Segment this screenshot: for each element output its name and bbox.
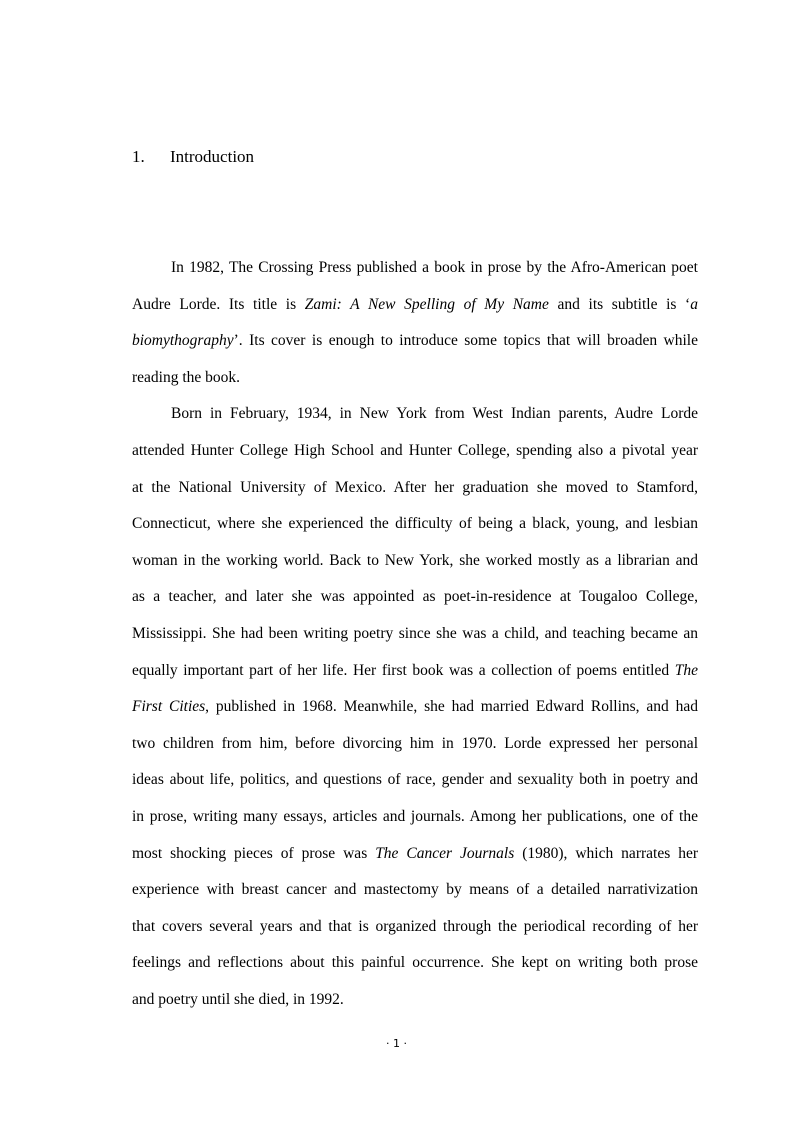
paragraph-line: ideas about life, politics, and questions of race, gender and sexuality both in poetry and [132, 771, 698, 788]
section-title: Introduction [170, 147, 255, 166]
paragraph-line: In 1982, The Crossing Press published a book in prose by the Afro-American poet [171, 259, 698, 276]
paragraph-line: that covers several years and that is organized through the periodical recording of her [132, 918, 698, 935]
paragraph-line: in prose, writing many essays, articles and journals. Among her publications, one of the [132, 808, 698, 825]
paragraph-line: Born in February, 1934, in New York from West Indian parents, Audre Lorde [171, 405, 698, 422]
paragraph-line: at the National University of Mexico. After her graduation she moved to Stamford, [132, 479, 698, 496]
book-title-zami: Zami: A New Spelling of My Name [304, 296, 549, 313]
paragraph-line: woman in the working world. Back to New York, she worked mostly as a librarian and [132, 552, 698, 569]
paragraph-line: attended Hunter College High School and Hunter College, spending also a pivotal year [132, 442, 698, 459]
paragraph-line: feelings and reflections about this painful occurrence. She kept on writing both prose [132, 954, 698, 971]
paragraph-line: experience with breast cancer and mastectomy by means of a detailed narrativization [132, 881, 698, 898]
page-number: · 1 · [386, 1037, 407, 1050]
paragraph-line: Mississippi. She had been writing poetry since she was a child, and teaching became an [132, 625, 698, 642]
paragraph-line: reading the book. [132, 369, 241, 386]
section-number: 1. [132, 147, 145, 166]
section-heading [132, 146, 254, 168]
paragraph-line: two children from him, before divorcing him in 1970. Lorde expressed her personal [132, 735, 698, 752]
paragraph-line: biomythography’. Its cover is enough to introduce some topics that will broaden while [132, 332, 698, 349]
book-title-cancer-journals: The Cancer Journals [375, 845, 515, 862]
paragraph-line: Audre Lorde. Its title is Zami: A New Spelling of My Name and its subtitle is ‘a [132, 296, 698, 313]
paragraph-line: as a teacher, and later she was appointed as poet-in-residence at Tougaloo College, [132, 588, 698, 605]
book-subtitle: biomythography [132, 332, 234, 349]
paragraph-line: and poetry until she died, in 1992. [132, 991, 344, 1008]
book-title-first-cities: First Cities [132, 698, 206, 715]
paragraph-line: equally important part of her life. Her first book was a collection of poems entitled The [132, 662, 698, 679]
paragraph-line: First Cities, published in 1968. Meanwhile, she had married Edward Rollins, and had [132, 698, 698, 715]
paragraph-line: most shocking pieces of prose was The Cancer Journals (1980), which narrates her [132, 845, 698, 862]
paragraph-line: Connecticut, where she experienced the difficulty of being a black, young, and lesbian [132, 515, 698, 532]
